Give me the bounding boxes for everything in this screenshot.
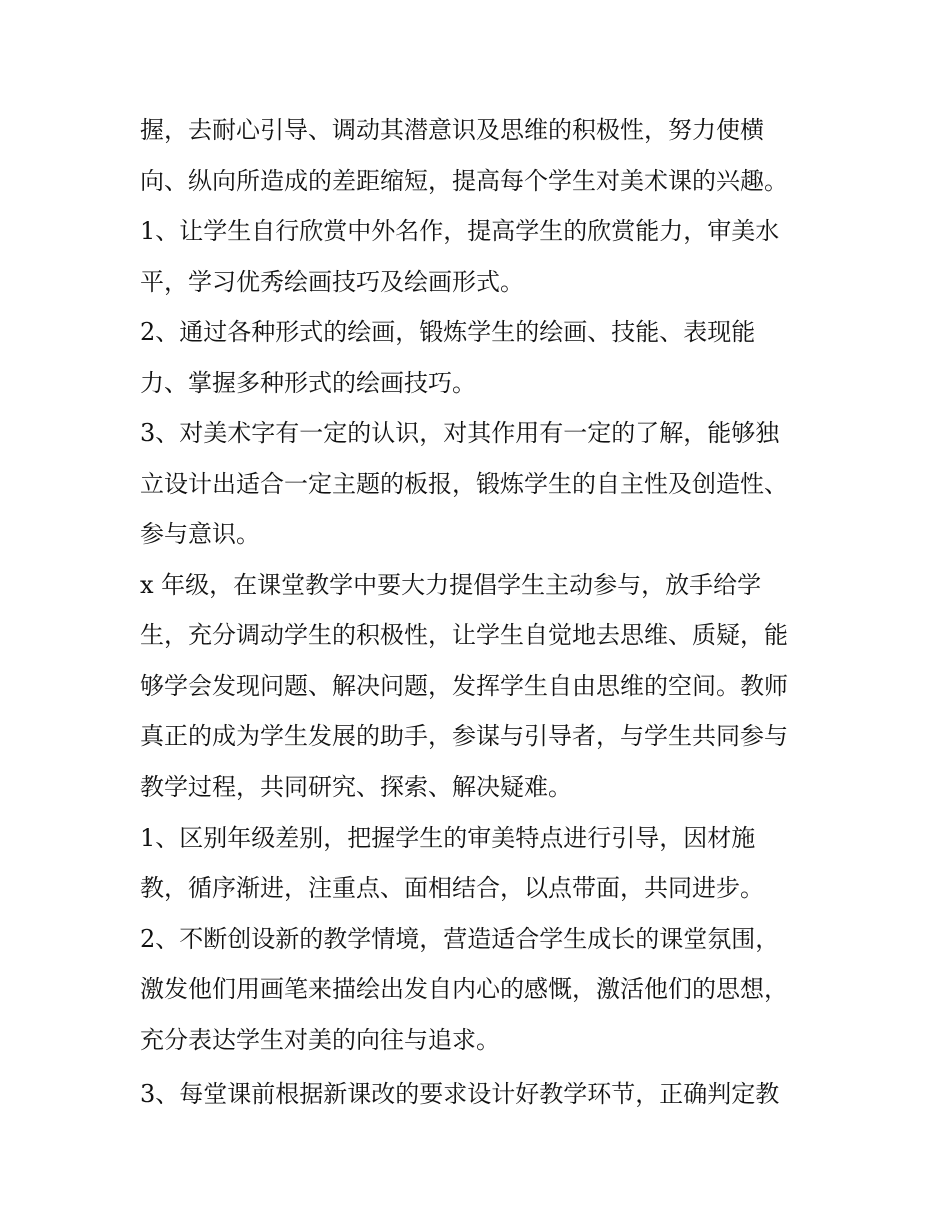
text-line: 3、每堂课前根据新课改的要求设计好教学环节，正确判定教: [140, 1080, 780, 1108]
text-line: 2、不断创设新的教学情境，营造适合学生成长的课堂氛围，: [140, 925, 780, 953]
text-line: 教，循序渐进，注重点、面相结合，以点带面，共同进步。: [140, 874, 764, 902]
text-line: 3、对美术字有一定的认识，对其作用有一定的了解，能够独: [140, 419, 780, 447]
text-line: 立设计出适合一定主题的板报，锻炼学生的自主性及创造性、: [140, 470, 788, 498]
text-line: 1、区别年级差别，把握学生的审美特点进行引导，因材施: [140, 824, 756, 852]
text-line: 向、纵向所造成的差距缩短，提高每个学生对美术课的兴趣。: [140, 167, 788, 195]
text-line: 够学会发现问题、解决问题，发挥学生自由思维的空间。教师: [140, 672, 788, 700]
text-line: 教学过程，共同研究、探索、解决疑难。: [140, 773, 572, 801]
text-line: x 年级，在课堂教学中要大力提倡学生主动参与，放手给学: [140, 571, 762, 599]
text-line: 激发他们用画笔来描绘出发自内心的感慨，激活他们的思想，: [140, 975, 788, 1003]
text-line: 2、通过各种形式的绘画，锻炼学生的绘画、技能、表现能: [140, 318, 756, 346]
text-line: 参与意识。: [140, 520, 260, 548]
text-line: 真正的成为学生发展的助手，参谋与引导者，与学生共同参与: [140, 722, 788, 750]
text-line: 握，去耐心引导、调动其潜意识及思维的积极性，努力使横: [140, 116, 764, 144]
text-line: 1、让学生自行欣赏中外名作，提高学生的欣赏能力，审美水: [140, 217, 780, 245]
text-line: 充分表达学生对美的向往与追求。: [140, 1026, 500, 1054]
text-line: 平，学习优秀绘画技巧及绘画形式。: [140, 268, 524, 296]
text-line: 力、掌握多种形式的绘画技巧。: [140, 369, 476, 397]
text-line: 生，充分调动学生的积极性，让学生自觉地去思维、质疑，能: [140, 621, 788, 649]
